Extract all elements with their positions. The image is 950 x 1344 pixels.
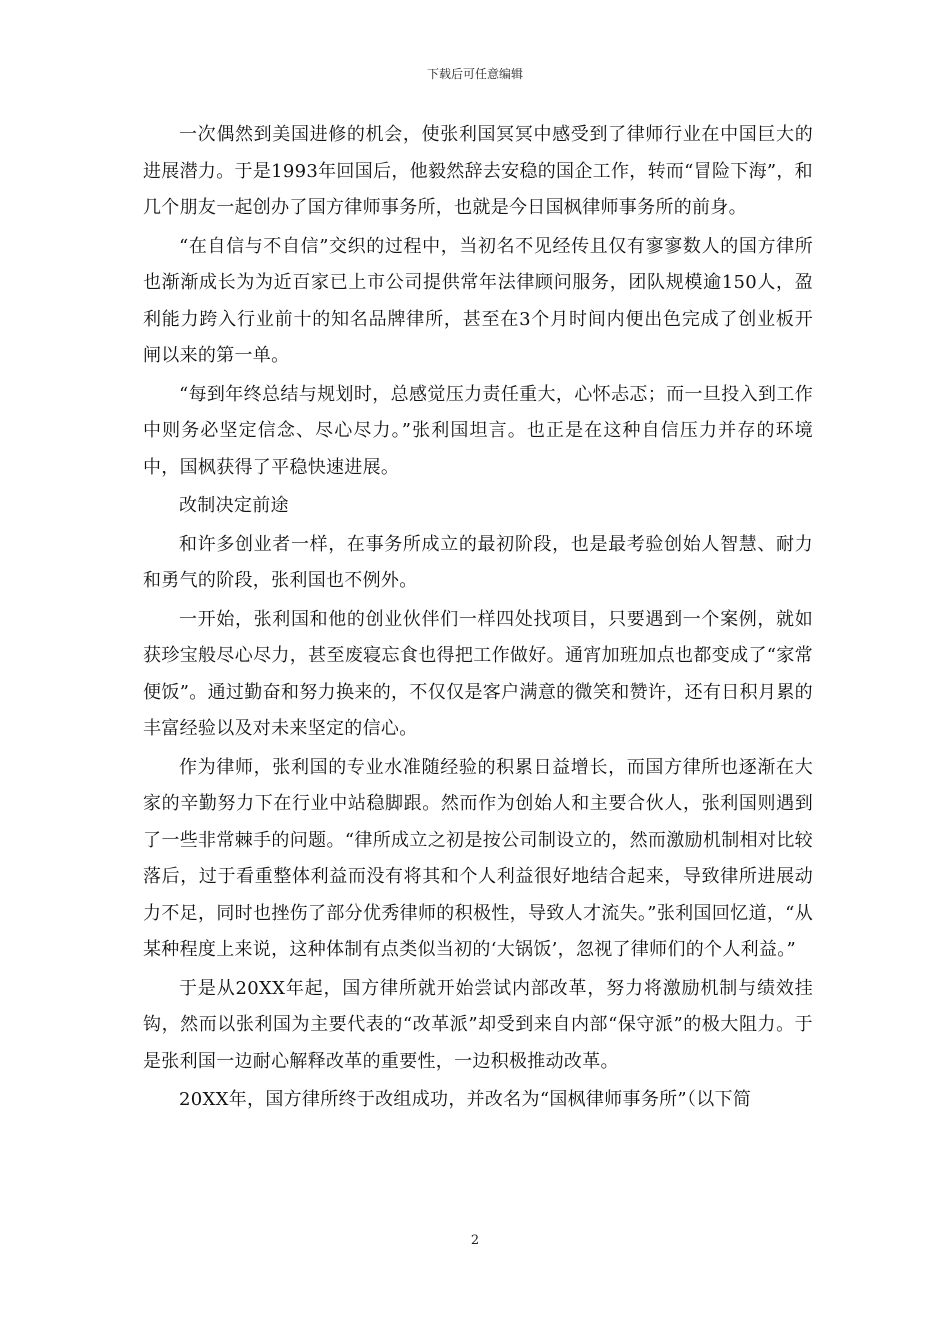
- page-number: 2: [470, 1233, 480, 1248]
- paragraph: 作为律师，张利国的专业水准随经验的积累日益增长，而国方律所也逐渐在大家的辛勤努力下在行业中站稳脚跟。然而作为创始人和主要合伙人，张利国则遇到了一些非常棘手的问题。“律所成立之初是按公司制设立的，然而激励机制相对比较落后，过于看重整体利益而没有将其和个人利益很好地结合起来，导致律所进展动力不足，同时也挫伤了部分优秀律师的积极性，导致人才流失。”张利国回忆道，“从某种程度上来说，这种体制有点类似当初的‘大锅饭’，忽视了律师们的个人利益。”: [143, 756, 813, 960]
- paragraph: “在自信与不自信”交织的过程中，当初名不见经传且仅有寥寥数人的国方律所也渐渐成长为为近百家已上市公司提供常年法律顾问服务，团队规模逾150人，盈利能力跨入行业前十的知名品牌律所，甚至在3个月时间内便出色完成了创业板开闸以来的第一单。: [143, 235, 813, 366]
- paragraph: 一开始，张利国和他的创业伙伴们一样四处找项目，只要遇到一个案例，就如获珍宝般尽心尽力，甚至废寝忘食也得把工作做好。通宵加班加点也都变成了“家常便饭”。通过勤奋和努力换来的，不仅仅是客户满意的微笑和赞许，还有日积月累的丰富经验以及对未来坚定的信心。: [143, 608, 813, 739]
- paragraph: 一次偶然到美国进修的机会，使张利国冥冥中感受到了律师行业在中国巨大的进展潜力。于是1993年回国后，他毅然辞去安稳的国企工作，转而“冒险下海”，和几个朋友一起创办了国方律师事务所，也就是今日国枫律师事务所的前身。: [143, 124, 813, 218]
- paragraph: 和许多创业者一样，在事务所成立的最初阶段，也是最考验创始人智慧、耐力和勇气的阶段，张利国也不例外。: [143, 533, 813, 591]
- paragraph: 20XX年，国方律所终于改组成功，并改名为“国枫律师事务所”（以下简: [179, 1089, 752, 1110]
- document-body: [143, 117, 813, 1121]
- paragraph: “每到年终总结与规划时，总感觉压力责任重大，心怀忐忑；而一旦投入到工作中则务必坚定信念、尽心尽力。”张利国坦言。也正是在这种自信压力并存的环境中，国枫获得了平稳快速进展。: [143, 383, 813, 478]
- page-header: 下载后可任意编辑: [426, 67, 523, 81]
- paragraph: 于是从20XX年起，国方律所就开始尝试内部改革，努力将激励机制与绩效挂钩，然而以张利国为主要代表的“改革派”却受到来自内部“保守派”的极大阻力。于是张利国一边耐心解释改革的重要性，一边积极推动改革。: [143, 977, 813, 1072]
- section-heading: 改制决定前途: [179, 495, 289, 516]
